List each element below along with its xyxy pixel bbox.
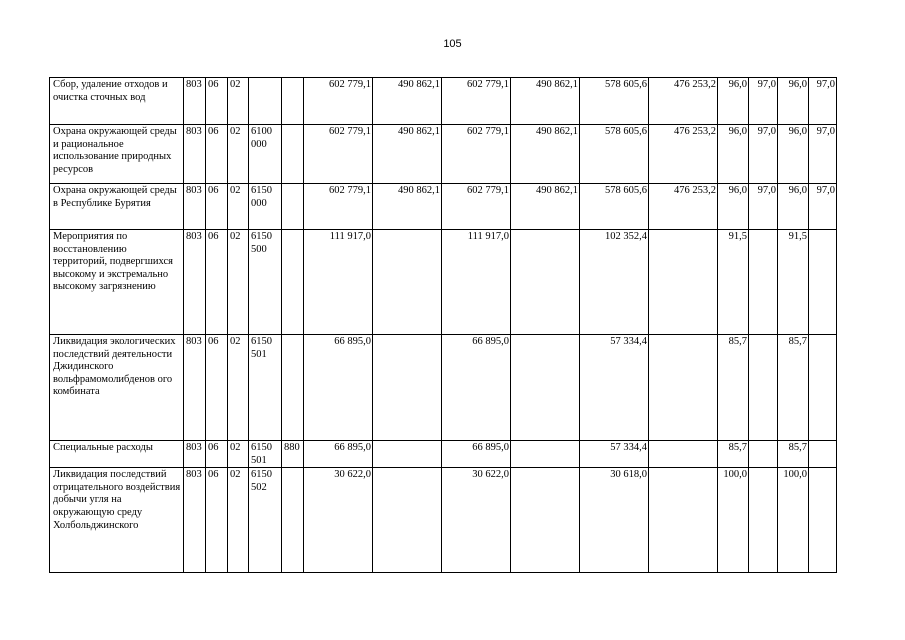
code-expense-type <box>282 125 304 184</box>
code-section: 06 <box>206 468 228 573</box>
code-subsection: 02 <box>228 441 249 468</box>
value-actual-total: 102 352,4 <box>580 230 649 335</box>
code-ministry: 803 <box>184 184 206 230</box>
value-refined-part: 490 862,1 <box>511 184 580 230</box>
value-actual-total: 57 334,4 <box>580 441 649 468</box>
percent-1: 100,0 <box>718 468 749 573</box>
value-refined-total: 66 895,0 <box>442 441 511 468</box>
value-actual-part: 476 253,2 <box>649 125 718 184</box>
percent-1: 91,5 <box>718 230 749 335</box>
code-expense-type <box>282 230 304 335</box>
value-refined-total: 602 779,1 <box>442 125 511 184</box>
percent-1: 96,0 <box>718 78 749 125</box>
code-expense-type <box>282 184 304 230</box>
code-target-article: 6150 501 <box>249 441 282 468</box>
table-row <box>50 184 837 230</box>
value-plan-total: 111 917,0 <box>304 230 373 335</box>
percent-3: 85,7 <box>778 441 809 468</box>
value-actual-total: 30 618,0 <box>580 468 649 573</box>
page-number: 105 <box>443 38 462 50</box>
code-subsection: 02 <box>228 335 249 441</box>
value-actual-part <box>649 230 718 335</box>
value-actual-total: 57 334,4 <box>580 335 649 441</box>
value-actual-total: 578 605,6 <box>580 184 649 230</box>
percent-2 <box>749 468 778 573</box>
value-refined-part <box>511 468 580 573</box>
code-section: 06 <box>206 184 228 230</box>
value-plan-total: 66 895,0 <box>304 335 373 441</box>
value-plan-total: 30 622,0 <box>304 468 373 573</box>
percent-1: 85,7 <box>718 335 749 441</box>
budget-table <box>49 77 837 573</box>
percent-3: 96,0 <box>778 125 809 184</box>
percent-3: 91,5 <box>778 230 809 335</box>
code-subsection: 02 <box>228 230 249 335</box>
value-actual-part <box>649 335 718 441</box>
table-row <box>50 468 837 573</box>
value-actual-total: 578 605,6 <box>580 78 649 125</box>
value-refined-total: 30 622,0 <box>442 468 511 573</box>
code-ministry: 803 <box>184 78 206 125</box>
code-target-article <box>249 78 282 125</box>
value-refined-total: 602 779,1 <box>442 184 511 230</box>
code-target-article: 6150 500 <box>249 230 282 335</box>
value-plan-part <box>373 441 442 468</box>
value-plan-total: 602 779,1 <box>304 125 373 184</box>
code-subsection: 02 <box>228 78 249 125</box>
value-refined-part: 490 862,1 <box>511 78 580 125</box>
code-section: 06 <box>206 335 228 441</box>
percent-2 <box>749 230 778 335</box>
percent-4 <box>809 335 837 441</box>
percent-2: 97,0 <box>749 184 778 230</box>
table-row <box>50 78 837 125</box>
code-section: 06 <box>206 441 228 468</box>
value-plan-total: 66 895,0 <box>304 441 373 468</box>
code-expense-type <box>282 335 304 441</box>
value-plan-part: 490 862,1 <box>373 125 442 184</box>
code-ministry: 803 <box>184 125 206 184</box>
value-refined-part <box>511 230 580 335</box>
code-subsection: 02 <box>228 184 249 230</box>
code-ministry: 803 <box>184 441 206 468</box>
code-subsection: 02 <box>228 125 249 184</box>
code-ministry: 803 <box>184 335 206 441</box>
percent-2 <box>749 335 778 441</box>
percent-2: 97,0 <box>749 78 778 125</box>
value-actual-total: 578 605,6 <box>580 125 649 184</box>
code-section: 06 <box>206 230 228 335</box>
row-name: Охрана окружающей среды в Республике Бурятия <box>50 184 184 230</box>
code-section: 06 <box>206 78 228 125</box>
percent-3: 85,7 <box>778 335 809 441</box>
table-row <box>50 441 837 468</box>
value-actual-part <box>649 441 718 468</box>
code-expense-type <box>282 78 304 125</box>
code-subsection: 02 <box>228 468 249 573</box>
percent-1: 96,0 <box>718 184 749 230</box>
row-name: Специальные расходы <box>50 441 184 468</box>
value-refined-total: 111 917,0 <box>442 230 511 335</box>
percent-1: 85,7 <box>718 441 749 468</box>
percent-3: 96,0 <box>778 184 809 230</box>
value-actual-part: 476 253,2 <box>649 78 718 125</box>
row-name: Охрана окружающей среды и рациональное использование природных ресурсов <box>50 125 184 184</box>
code-ministry: 803 <box>184 230 206 335</box>
value-plan-total: 602 779,1 <box>304 78 373 125</box>
percent-4 <box>809 230 837 335</box>
code-target-article: 6150 502 <box>249 468 282 573</box>
percent-2 <box>749 441 778 468</box>
value-plan-part <box>373 335 442 441</box>
code-target-article: 6150 501 <box>249 335 282 441</box>
row-name: Сбор, удаление отходов и очистка сточных вод <box>50 78 184 125</box>
value-refined-total: 66 895,0 <box>442 335 511 441</box>
value-plan-part: 490 862,1 <box>373 78 442 125</box>
table-row <box>50 230 837 335</box>
table-row <box>50 335 837 441</box>
percent-4: 97,0 <box>809 125 837 184</box>
code-target-article: 6150 000 <box>249 184 282 230</box>
value-plan-part <box>373 230 442 335</box>
table-row <box>50 125 837 184</box>
percent-4 <box>809 468 837 573</box>
percent-3: 100,0 <box>778 468 809 573</box>
percent-1: 96,0 <box>718 125 749 184</box>
value-plan-total: 602 779,1 <box>304 184 373 230</box>
percent-4 <box>809 441 837 468</box>
code-section: 06 <box>206 125 228 184</box>
value-refined-part <box>511 441 580 468</box>
value-actual-part: 476 253,2 <box>649 184 718 230</box>
code-expense-type <box>282 468 304 573</box>
row-name: Ликвидация последствий отрицательного воздействия добычи угля на окружающую среду Холбольджинского <box>50 468 184 573</box>
value-refined-part <box>511 335 580 441</box>
code-ministry: 803 <box>184 468 206 573</box>
value-actual-part <box>649 468 718 573</box>
table-body <box>50 78 837 573</box>
percent-4: 97,0 <box>809 78 837 125</box>
code-target-article: 6100 000 <box>249 125 282 184</box>
value-plan-part <box>373 468 442 573</box>
code-expense-type: 880 <box>282 441 304 468</box>
percent-4: 97,0 <box>809 184 837 230</box>
percent-2: 97,0 <box>749 125 778 184</box>
percent-3: 96,0 <box>778 78 809 125</box>
value-plan-part: 490 862,1 <box>373 184 442 230</box>
row-name: Мероприятия по восстановлению территорий, подвергшихся высокому и экстремально высокому загрязнению <box>50 230 184 335</box>
value-refined-total: 602 779,1 <box>442 78 511 125</box>
row-name: Ликвидация экологических последствий деятельности Джидинского вольфрамомолибденов ого комбината <box>50 335 184 441</box>
value-refined-part: 490 862,1 <box>511 125 580 184</box>
